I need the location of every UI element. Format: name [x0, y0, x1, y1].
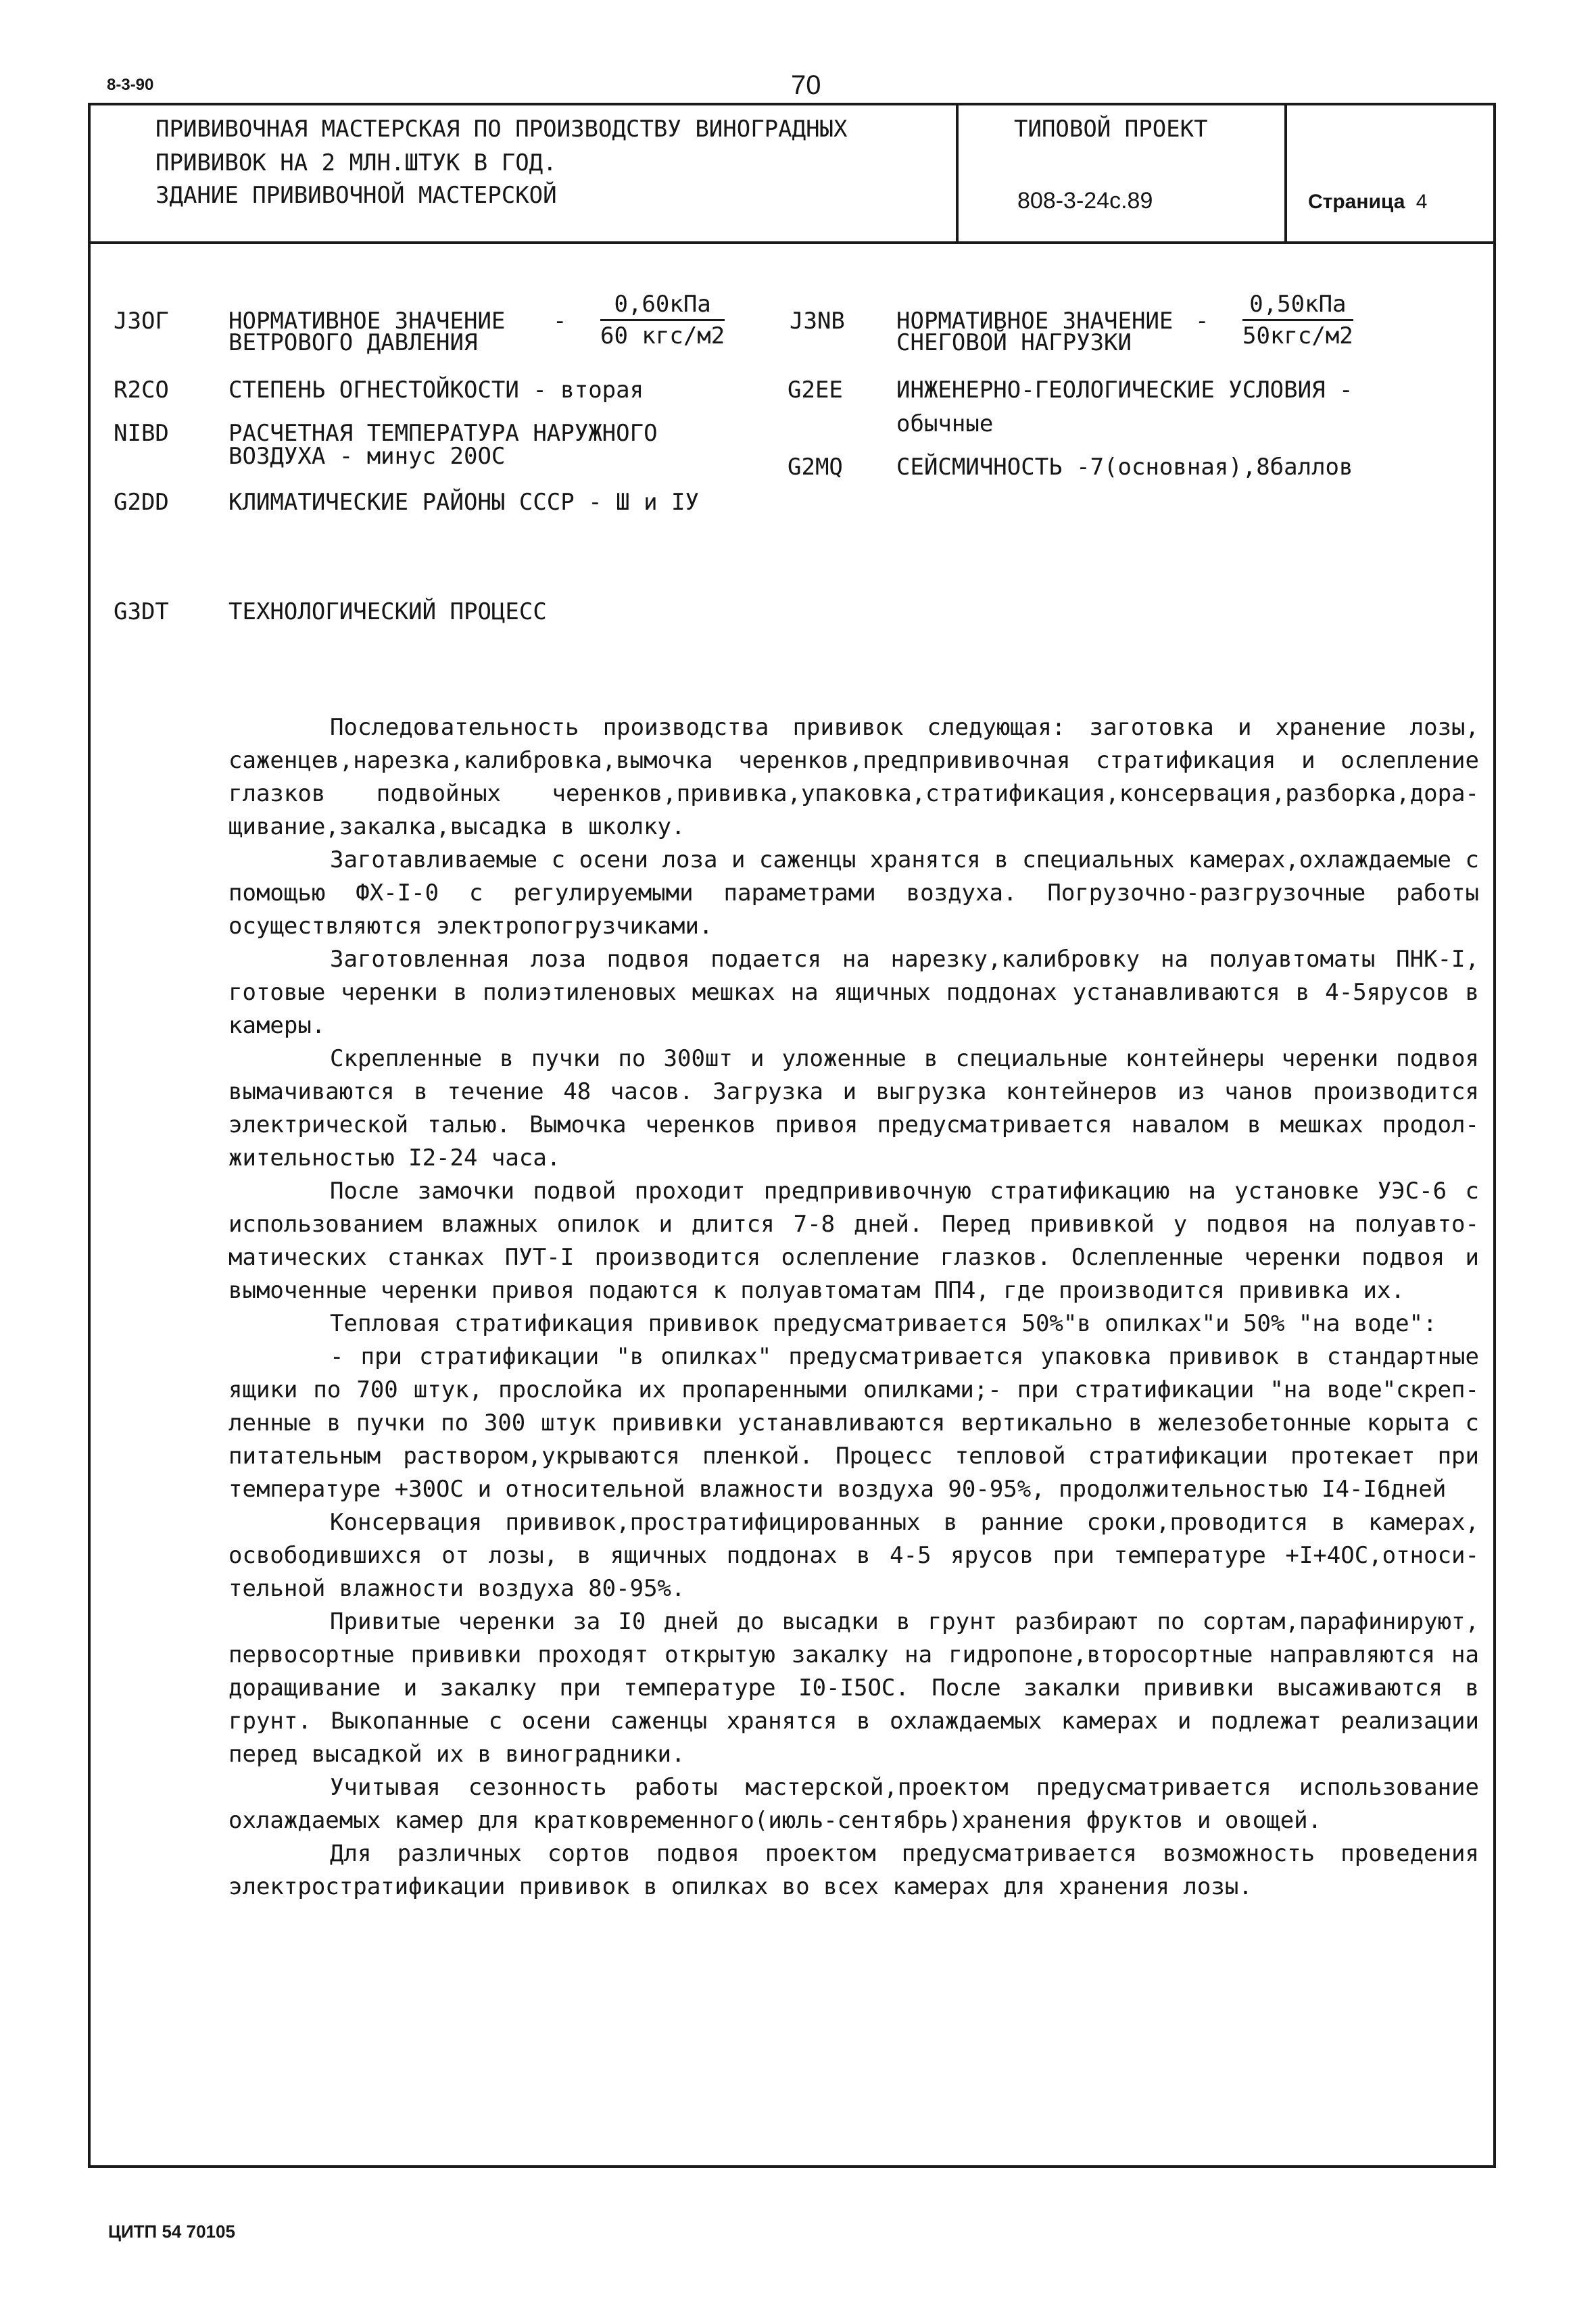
paragraph: Скрепленные в пучки по 300шт и уложенные в специальные контейнеры черенки подвоя вымачиваются в течение 48 часов. Загрузка и выгрузка контейнеров из чанов производится электрической талью. Вымочка черенков привоя предусматривается навалом в мешках продолжительностью I2-24 часа.	[228, 1045, 1479, 1172]
paragraph: Консервация прививок,простратифицированных в ранние сроки,проводится в камерах, освободившихся от лозы, в ящичных поддонах в 4-5 ярусов при температуре +I+4ОС,относительной влажности воздуха 80-95%.	[228, 1509, 1479, 1602]
process-text	[228, 711, 1479, 1904]
section-title: ТЕХНОЛОГИЧЕСКИЙ ПРОЦЕСС	[228, 598, 547, 625]
paragraph: Заготовленная лоза подвоя подается на нарезку,калибровку на полуавтоматы ПНК-I, готовые черенки в полиэтиленовых мешках на ящичных поддонах устанавливаются в 4-5ярусов в камеры.	[228, 946, 1479, 1039]
header-divider-2	[1284, 103, 1287, 243]
param-wind-label-1: НОРМАТИВНОЕ ЗНАЧЕНИЕ	[228, 308, 506, 335]
paragraph: Учитывая сезонность работы мастерской,проектом предусматривается использование охлаждаемых камер для кратковременного(июль-сентябрь)хранения фруктов и овощей.	[228, 1774, 1479, 1834]
param-code-temp: NIBD	[114, 420, 169, 447]
paragraph: Заготавливаемые с осени лоза и саженцы хранятся в специальных камерах,охлаждаемые с помощью ФХ-I-0 с регулируемыми параметрами воздуха. Погрузочно-разгрузочные работы осуществляются электропогрузчиками.	[228, 846, 1479, 940]
param-temp-2: ВОЗДУХА - минус 20ОС	[228, 443, 506, 470]
page-label: Страница	[1308, 191, 1405, 213]
param-seismic: СЕЙСМИЧНОСТЬ -7(основная),8баллов	[896, 454, 1353, 481]
param-code-wind: J3ОГ	[114, 308, 169, 335]
param-geo-1: ИНЖЕНЕРНО-ГЕОЛОГИЧЕСКИЕ УСЛОВИЯ -	[896, 377, 1353, 404]
param-code-fire: R2CO	[114, 377, 169, 404]
section-code: G3DT	[114, 598, 169, 625]
header-title-line-1: ПРИВИВОЧНАЯ МАСТЕРСКАЯ ПО ПРОИЗВОДСТВУ ВИНОГРАДНЫХ	[155, 116, 848, 143]
param-snow-label-1: НОРМАТИВНОЕ ЗНАЧЕНИЕ	[896, 308, 1174, 335]
paragraph: Для различных сортов подвоя проектом предусматривается возможность проведения электростратификации прививок в опилках во всех камерах для хранения лозы.	[228, 1840, 1479, 1900]
param-wind-label-2: ВЕТРОВОГО ДАВЛЕНИЯ	[228, 329, 478, 356]
param-climate: КЛИМАТИЧЕСКИЕ РАЙОНЫ СССР - Ш и IУ	[228, 489, 699, 516]
project-label: ТИПОВОЙ ПРОЕКТ	[1014, 116, 1208, 143]
footer-stamp: ЦИТП 54 70105	[108, 2221, 235, 2242]
param-code-climate: G2DD	[114, 489, 169, 516]
param-fire: СТЕПЕНЬ ОГНЕСТОЙКОСТИ - вторая	[228, 377, 644, 404]
param-temp-1: РАСЧЕТНАЯ ТЕМПЕРАТУРА НАРУЖНОГО	[228, 420, 658, 447]
wind-value-kpa: 0,60кПа	[600, 291, 725, 321]
paragraph: Тепловая стратификация прививок предусматривается 50%"в опилках"и 50% "на воде":	[330, 1310, 1437, 1337]
page-value: 4	[1416, 191, 1428, 213]
header-title-line-2: ПРИВИВОК НА 2 МЛН.ШТУК В ГОД.	[155, 149, 557, 176]
param-geo-2: обычные	[896, 410, 994, 437]
page-number: 70	[791, 70, 821, 100]
wind-fraction	[600, 291, 725, 349]
param-snow-dash: -	[1195, 308, 1209, 335]
snow-value-kpa: 0,50кПа	[1242, 291, 1353, 321]
project-code: 808-3-24с.89	[1017, 188, 1153, 214]
wind-value-kgs: 60 кгс/м2	[600, 322, 725, 349]
paragraph: После замочки подвой проходит предпрививочную стратификацию на установке УЭС-6 с использованием влажных опилок и длится 7-8 дней. Перед прививкой у подвоя на полуавтоматических станках ПУТ-I производится ослепление глазков. Ослепленные черенки подвоя и вымоченные черенки привоя подаются к полуавтоматам ПП4, где производится прививка их.	[228, 1178, 1479, 1304]
param-code-seismic: G2MQ	[788, 454, 843, 481]
paragraph: - при стратификации "в опилках" предусматривается упаковка прививок в стандартные ящики по 700 штук, прослойка их пропаренными опилками;- при стратификации "на воде"скрепленные в пучки по 300 штук прививки устанавливаются вертикально в железобетонные корыта с питательным раствором,укрываются пленкой. Процесс тепловой стратификации протекает при температуре +30ОС и относительной влажности воздуха 90-95%, продолжительностью I4-I6дней	[228, 1343, 1479, 1503]
param-snow-label-2: СНЕГОВОЙ НАГРУЗКИ	[896, 329, 1132, 356]
snow-value-kgs: 50кгс/м2	[1242, 322, 1353, 349]
stamp-date: 8-3-90	[107, 76, 154, 94]
param-wind-dash: -	[553, 308, 567, 335]
param-code-snow: J3NB	[790, 308, 845, 335]
snow-fraction	[1242, 291, 1353, 349]
param-code-geo: G2EE	[788, 377, 843, 404]
header-divider-1	[956, 103, 959, 243]
paragraph: Последовательность производства прививок следующая: заготовка и хранение лозы, саженцев,нарезка,калибровка,вымочка черенков,предпрививочная стратификация и ослепление глазков подвойных черенков,прививка,упаковка,стратификация,консервация,разборка,доращивание,закалка,высадка в школку.	[228, 714, 1479, 840]
paragraph: Привитые черенки за I0 дней до высадки в грунт разбирают по сортам,парафинируют, первосортные прививки проходят открытую закалку на гидропоне,второсортные направляются на доращивание и закалку при температуре I0-I5ОС. После закалки прививки высаживаются в грунт. Выкопанные с осени саженцы хранятся в охлаждаемых камерах и подлежат реализации перед высадкой их в виноградники.	[228, 1608, 1479, 1768]
header-title-line-3: ЗДАНИЕ ПРИВИВОЧНОЙ МАСТЕРСКОЙ	[155, 182, 557, 209]
page-label-box	[1308, 191, 1427, 214]
